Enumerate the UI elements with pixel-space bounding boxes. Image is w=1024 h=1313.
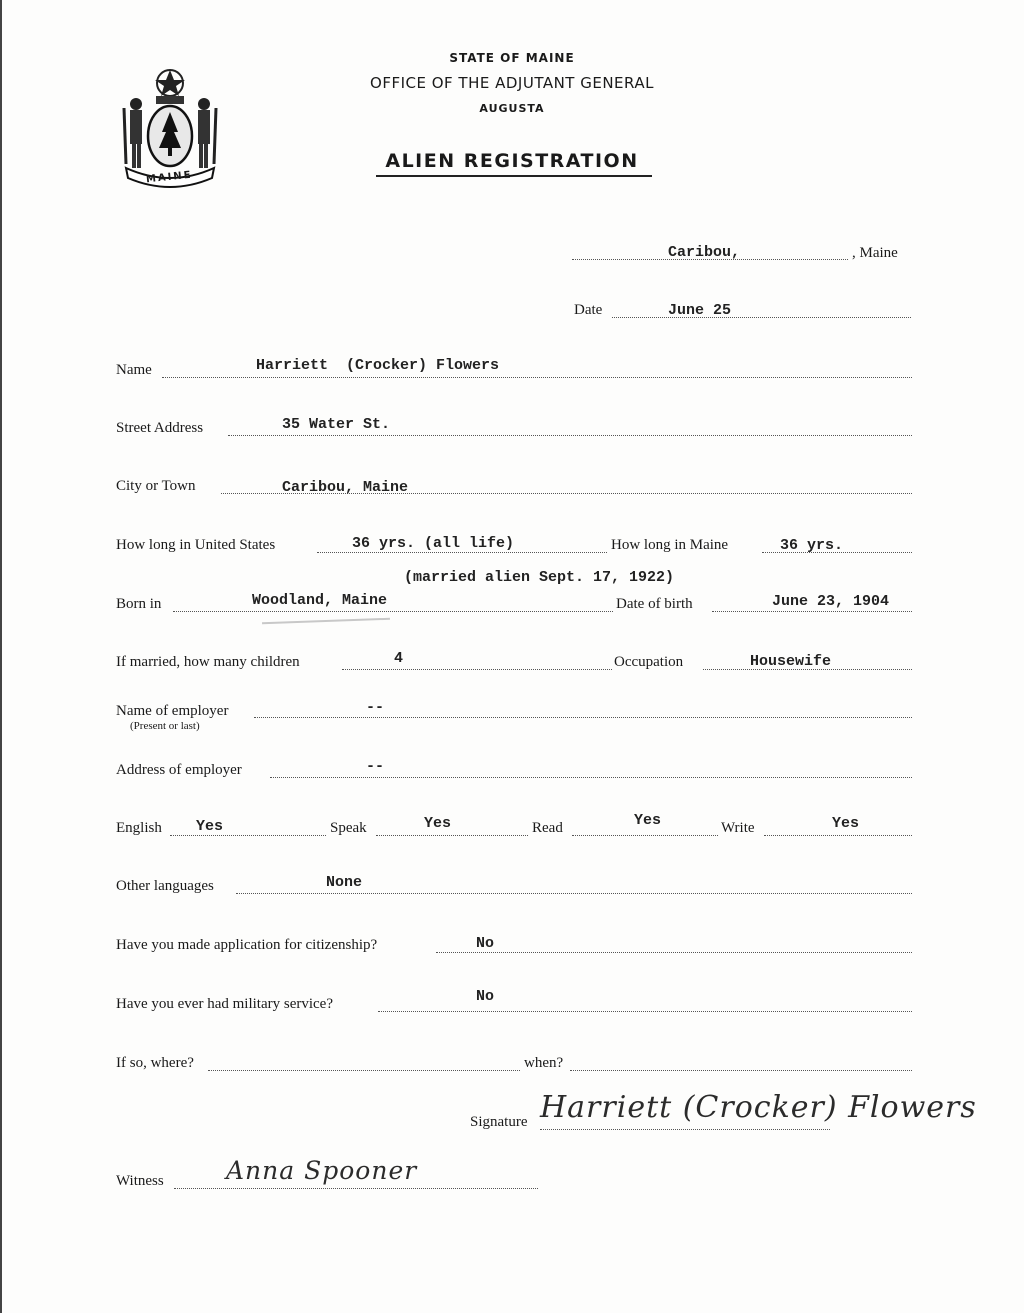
- header-state: STATE OF MAINE: [449, 51, 575, 65]
- street-line: [228, 435, 912, 436]
- seal-text: MAINE: [145, 169, 194, 186]
- city-value: Caribou, Maine: [282, 479, 409, 496]
- emp-address-value: --: [366, 758, 385, 775]
- other-lang-line: [236, 893, 912, 894]
- header-city: AUGUSTA: [479, 102, 545, 115]
- children-label: If married, how many children: [116, 654, 300, 670]
- english-label: English: [116, 820, 162, 836]
- occupation-value: Housewife: [750, 653, 832, 670]
- occupation-label: Occupation: [614, 654, 684, 670]
- place-value: Caribou,: [668, 244, 741, 261]
- military-line: [378, 1011, 912, 1012]
- speak-line: [376, 835, 528, 836]
- where-label: If so, where?: [116, 1055, 194, 1071]
- born-value: Woodland, Maine: [252, 592, 388, 609]
- employer-value: --: [366, 699, 385, 716]
- name-value: Harriett (Crocker) Flowers: [256, 357, 500, 374]
- city-label: City or Town: [116, 478, 196, 494]
- citizenship-label: Have you made application for citizenship?: [116, 937, 378, 953]
- read-line: [572, 835, 718, 836]
- children-line: [342, 669, 612, 670]
- witness-line: [174, 1188, 538, 1189]
- signature-line: [540, 1129, 830, 1130]
- signature-label: Signature: [470, 1114, 528, 1130]
- military-value: No: [476, 988, 495, 1005]
- employer-label: Name of employer: [116, 703, 229, 719]
- english-value: Yes: [196, 818, 224, 835]
- read-label: Read: [532, 820, 563, 836]
- page-title: ALIEN REGISTRATION: [385, 150, 639, 172]
- other-lang-value: None: [326, 874, 363, 891]
- us-line: [317, 552, 607, 553]
- emp-address-line: [270, 777, 912, 778]
- where-line: [208, 1070, 520, 1071]
- speak-value: Yes: [424, 815, 452, 832]
- signature-value: Harriett (Crocker) Flowers: [540, 1090, 977, 1125]
- military-label: Have you ever had military service?: [116, 996, 333, 1012]
- date-label: Date: [574, 302, 603, 318]
- employer-sub: (Present or last): [130, 720, 200, 732]
- date-value: June 25: [668, 302, 732, 319]
- pencil-underline: [262, 618, 390, 624]
- maine-label: How long in Maine: [611, 537, 729, 553]
- dob-value: June 23, 1904: [772, 593, 890, 610]
- employer-line: [254, 717, 912, 718]
- us-label: How long in United States: [116, 537, 276, 553]
- dob-label: Date of birth: [616, 596, 693, 612]
- name-label: Name: [116, 362, 152, 378]
- maine-value: 36 yrs.: [780, 537, 844, 554]
- header-office: OFFICE OF THE ADJUTANT GENERAL: [370, 74, 654, 92]
- read-value: Yes: [634, 812, 662, 829]
- born-label: Born in: [116, 596, 162, 612]
- children-value: 4: [394, 650, 404, 667]
- english-line: [170, 835, 326, 836]
- when-label: when?: [524, 1055, 564, 1071]
- born-line: [173, 611, 613, 612]
- citizenship-value: No: [476, 935, 495, 952]
- witness-value: Anna Spooner: [226, 1156, 418, 1185]
- place-suffix: , Maine: [852, 245, 898, 261]
- married-note: (married alien Sept. 17, 1922): [404, 569, 675, 586]
- street-label: Street Address: [116, 420, 204, 436]
- us-value: 36 yrs. (all life): [352, 535, 515, 552]
- emp-address-label: Address of employer: [116, 762, 242, 778]
- citizenship-line: [436, 952, 912, 953]
- name-line: [162, 377, 912, 378]
- other-lang-label: Other languages: [116, 878, 214, 894]
- write-value: Yes: [832, 815, 860, 832]
- date-line: [612, 317, 911, 318]
- dob-line: [712, 611, 912, 612]
- page-edge: [0, 0, 2, 1313]
- witness-label: Witness: [116, 1173, 164, 1189]
- title-underline: [376, 175, 652, 177]
- speak-label: Speak: [330, 820, 367, 836]
- write-line: [764, 835, 912, 836]
- write-label: Write: [721, 820, 755, 836]
- street-value: 35 Water St.: [282, 416, 391, 433]
- when-line: [570, 1070, 912, 1071]
